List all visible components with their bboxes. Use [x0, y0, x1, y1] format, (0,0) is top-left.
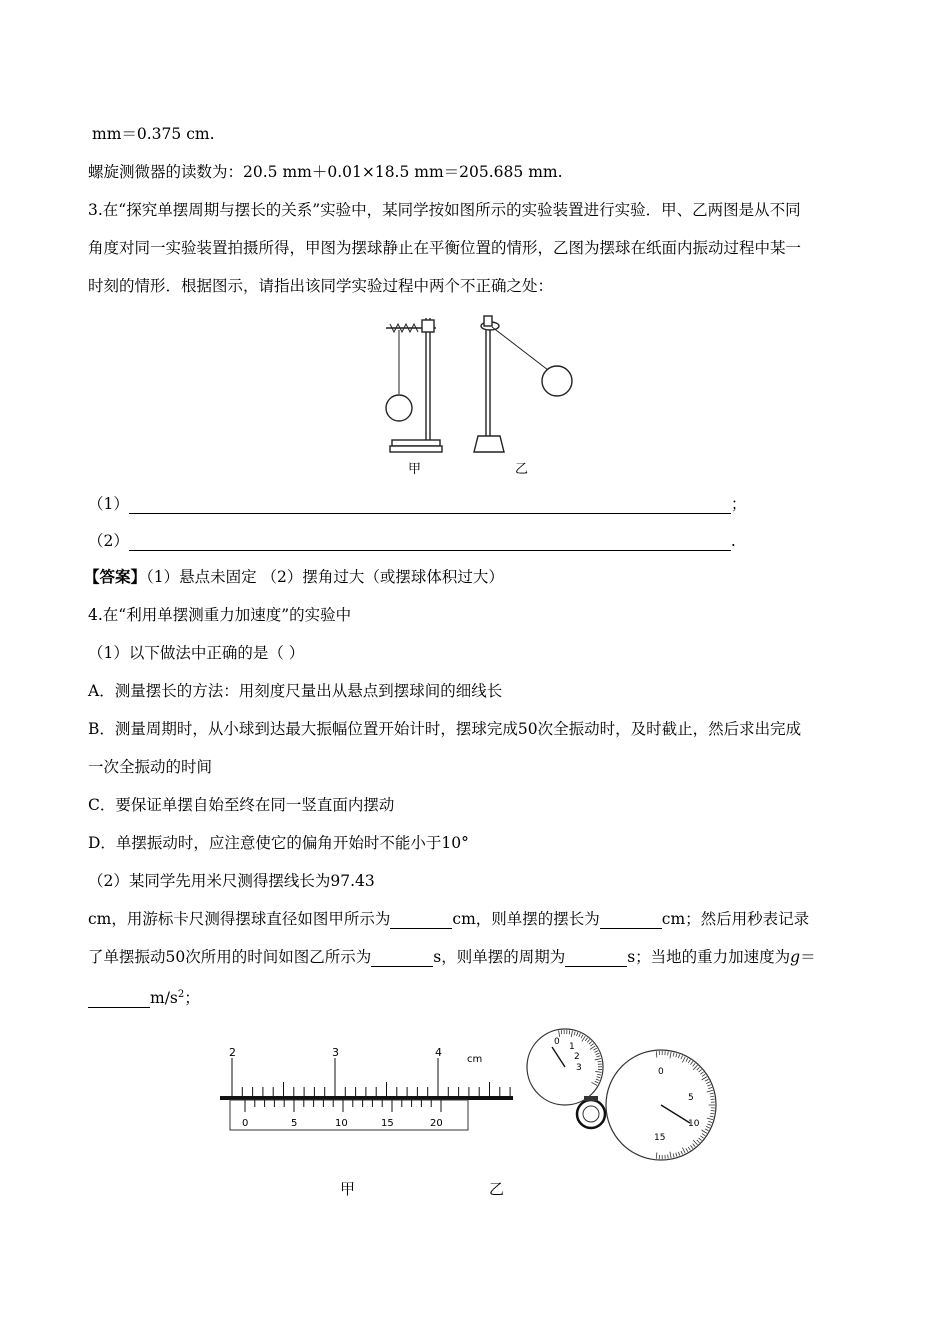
minute-dial-tick: [569, 1030, 570, 1034]
vernier-label-15: 15: [381, 1118, 394, 1129]
q4-part2b-text3: cm；然后用秒表记录: [661, 910, 810, 928]
figure2-label-yi: 乙: [489, 1180, 505, 1198]
answer-blank-1[interactable]: [129, 497, 731, 514]
vernier-label-10: 10: [335, 1118, 348, 1129]
figure1-label-yi: 乙: [515, 462, 529, 477]
length-blank[interactable]: [600, 912, 662, 929]
vernier-label-20: 20: [430, 1118, 443, 1129]
seconds-dial-tick: [668, 1051, 669, 1055]
option-a: A．测量摆长的方法：用刻度尺量出从悬点到摆球间的细线长: [88, 682, 503, 700]
gravity-blank[interactable]: [88, 991, 150, 1008]
seconds-dial-tick: [656, 1051, 657, 1057]
vernier-label-5: 5: [291, 1118, 298, 1129]
figure2-label-jia: 甲: [340, 1180, 356, 1198]
answer-line: [84, 567, 504, 587]
option-c: C．要保证单摆自始至终在同一竖直面内摆动: [88, 796, 395, 814]
q3-text-2: 角度对同一实验装置拍摄所得，甲图为摆球静止在平衡位置的情形，乙图为摆球在纸面内振动过程中某一: [88, 239, 802, 257]
time-blank[interactable]: [371, 950, 433, 967]
blank2-prefix: （2）: [88, 532, 129, 550]
blank1-prefix: （1）: [88, 495, 129, 513]
stopwatch-figure: [518, 1022, 733, 1162]
blank1-suffix: ；: [730, 495, 747, 513]
caliper-main-label-2: 2: [229, 1046, 236, 1059]
caliper-main-label-4: 4: [435, 1046, 442, 1059]
gravity-unit: m/s: [150, 989, 178, 1008]
minute-label-1: 1: [569, 1042, 575, 1052]
q3-text-1: 3.在“探究单摆周期与摆长的关系”实验中，某同学按如图所示的实验装置进行实验．甲、乙两图是从不同: [88, 201, 801, 219]
g-equals: ＝: [800, 948, 816, 966]
option-b-2: 一次全振动的时间: [88, 758, 213, 776]
line-result-cm: mm＝0.375 cm.: [92, 125, 215, 143]
q4-part2c-text1: 了单摆振动50次所用的时间如图乙所示为: [88, 948, 372, 966]
q4-part2: （2）某同学先用米尺测得摆线长为97.43: [88, 872, 375, 890]
gravity-unit-exponent: 2: [177, 989, 185, 1000]
seconds-label-0: 0: [658, 1067, 664, 1077]
q4-part2b-text2: cm，则单摆的摆长为: [452, 910, 600, 928]
gravity-unit-end: ；: [184, 989, 200, 1008]
vernier-label-0: 0: [242, 1118, 249, 1129]
caliper-unit: cm: [467, 1054, 483, 1065]
q3-text-3: 时刻的情形．根据图示，请指出该同学实验过程中两个不正确之处：: [88, 277, 554, 295]
seconds-label-15: 15: [654, 1133, 666, 1143]
minute-label-2: 2: [574, 1052, 580, 1062]
blank-line-1: [88, 494, 746, 514]
diameter-blank[interactable]: [390, 912, 452, 929]
seconds-dial-tick: [656, 1152, 657, 1158]
q4-part1: （1）以下做法中正确的是（ ）: [88, 644, 305, 662]
minute-label-3: 3: [576, 1063, 582, 1073]
option-b-1: B．测量周期时，从小球到达最大振幅位置开始计时，摆球完成50次全振动时，及时截止，然后求出完成: [88, 720, 802, 738]
answer-text: （1）悬点未固定 （2）摆角过大（或摆球体积过大）: [146, 568, 504, 586]
pendulum-figure: [380, 310, 580, 482]
seconds-dial-tick: [668, 1155, 669, 1159]
answer-tag: 【答案】: [84, 567, 147, 586]
minute-label-0: 0: [554, 1037, 560, 1047]
q4-part2-line2: [88, 909, 809, 929]
seconds-label-10: 10: [688, 1119, 700, 1129]
option-d: D．单摆振动时，应注意使它的偏角开始时不能小于10°: [88, 834, 469, 852]
q4-part2-line3: [88, 947, 816, 967]
period-blank[interactable]: [565, 950, 627, 967]
q4-part2-line4: [88, 985, 200, 1008]
seconds-label-5: 5: [688, 1093, 694, 1103]
pendulum-yi: [474, 316, 572, 452]
q4-part2c-text3: s；当地的重力加速度为: [627, 948, 791, 966]
pendulum-jia: [386, 318, 442, 452]
q4-part2c-text2: s，则单摆的周期为: [433, 948, 566, 966]
vernier-caliper-figure: [215, 1040, 520, 1140]
line-micrometer-reading: 螺旋测微器的读数为：20.5 mm＋0.01×18.5 mm＝205.685 mm.: [88, 163, 563, 181]
answer-blank-2[interactable]: [129, 534, 731, 551]
caliper-main-label-3: 3: [332, 1046, 339, 1059]
blank2-suffix: .: [730, 532, 736, 550]
q4-title: 4.在“利用单摆测重力加速度”的实验中: [88, 606, 352, 624]
q4-part2b-text1: cm，用游标卡尺测得摆球直径如图甲所示为: [88, 910, 391, 928]
blank-line-2: [88, 531, 736, 551]
figure1-label-jia: 甲: [408, 462, 422, 477]
g-symbol: g: [790, 948, 801, 966]
